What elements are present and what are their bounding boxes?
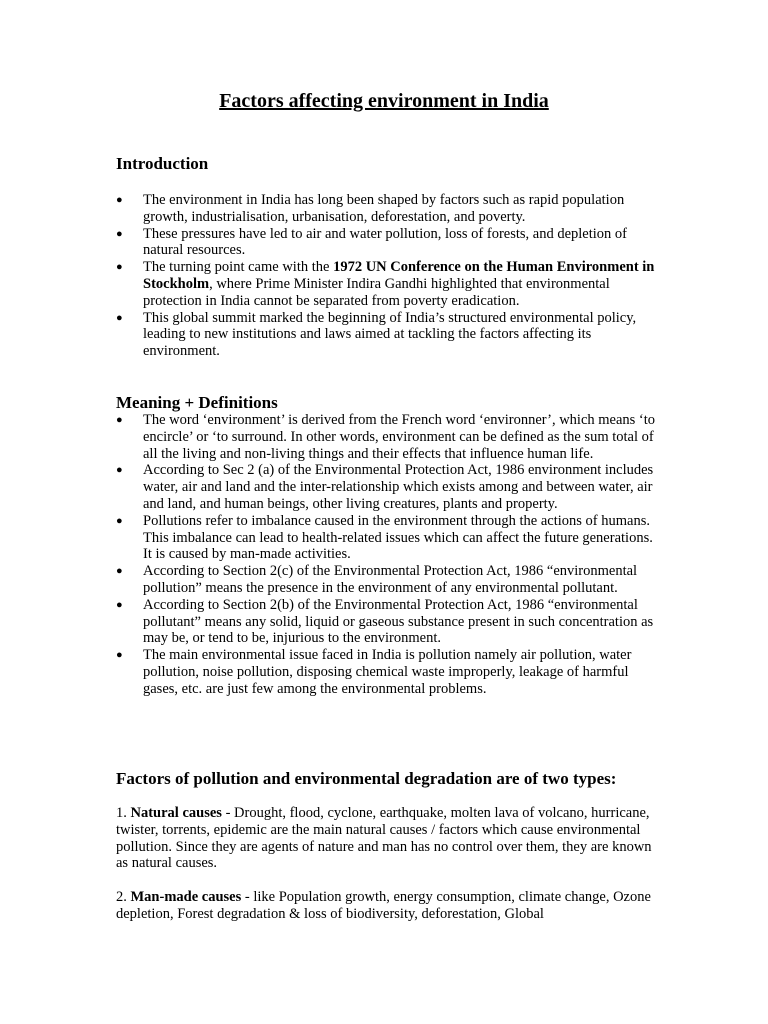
bullet-icon: ● [116, 227, 123, 240]
list-item-text: The main environmental issue faced in India is pollution namely air pollution, water pollution, noise pollution, disposing chemical waste improperly, leakage of harmful gases, etc. are just few among the environmental problems. [143, 647, 632, 697]
list-item [116, 563, 656, 597]
list-item [116, 226, 656, 260]
bullet-icon: ● [116, 311, 123, 324]
introduction-list [116, 192, 656, 360]
list-item-text: This global summit marked the beginning of India’s structured environmental policy, leading to new institutions and laws aimed at tackling the factors affecting its environment. [143, 309, 637, 360]
list-number: 1. [116, 805, 131, 821]
bullet-icon: ● [116, 464, 123, 477]
bullet-icon: ● [116, 194, 123, 206]
list-item [116, 192, 656, 226]
list-item-text-tail: , where Prime Minister Indira Gandhi highlighted that environmental protection in India cannot be separated from poverty eradication. [143, 275, 610, 309]
paragraph-text: - like Population growth, energy consumption, climate change, Ozone depletion, Forest degradation & loss of biodiversity, deforestation, Global [116, 889, 651, 922]
manmade-causes-paragraph [116, 889, 656, 923]
list-item-text: These pressures have led to air and water pollution, loss of forests, and depletion of natural resources. [143, 225, 628, 259]
list-item-text: The environment in India has long been shaped by factors such as rapid population growth, industrialisation, urbanisation, deforestation, and poverty. [143, 192, 625, 225]
list-item [116, 310, 656, 360]
bullet-icon: ● [116, 261, 123, 274]
list-item-text: According to Section 2(b) of the Environmental Protection Act, 1986 “environmental pollutant” means any solid, liquid or gaseous substance present in such concentration as may be, or tend to be, injurious to the environment. [143, 596, 654, 647]
factors-heading: Factors of pollution and environmental degradation are of two types: [116, 769, 617, 788]
paragraph-text: - Drought, flood, cyclone, earthquake, molten lava of volcano, hurricane, twister, torrents, epidemic are the main natural causes / factors which cause environmental pollution. Since they are agents of nature and man has no control over them, they are known as natural causes. [116, 805, 652, 872]
list-item [116, 259, 656, 309]
list-item [116, 513, 656, 563]
definitions-list [116, 412, 656, 698]
list-item-bold-text: 1972 UN Conference on the Human Environment in Stockholm [143, 259, 655, 292]
list-item-text: Pollutions refer to imbalance caused in the environment through the actions of humans. This imbalance can lead to health-related issues which can affect the future generations. It is caused by man-made activities. [143, 512, 653, 563]
list-item [116, 462, 656, 512]
natural-causes-label: Natural causes [130, 805, 222, 821]
list-item [116, 412, 656, 462]
meaning-heading: Meaning + Definitions [116, 393, 278, 412]
bullet-icon: ● [116, 514, 123, 527]
list-item-text: The word ‘environment’ is derived from the French word ‘environner’, which means ‘to encircle’ or ‘to surround. In other words, environment can be defined as the sum total of all the living and non-living things and their effects that influence human life. [143, 412, 656, 462]
natural-causes-paragraph [116, 805, 656, 872]
document-title: Factors affecting environment in India [219, 90, 549, 112]
bullet-icon: ● [116, 598, 123, 611]
introduction-heading: Introduction [116, 154, 209, 173]
list-item-text: According to Section 2(c) of the Environmental Protection Act, 1986 “environmental pollution” means the presence in the environment of any environmental pollutant. [143, 563, 638, 596]
list-number: 2. [116, 889, 131, 905]
bullet-icon: ● [116, 565, 123, 578]
bullet-icon: ● [116, 414, 123, 426]
bullet-icon: ● [116, 649, 123, 662]
manmade-causes-label: Man-made causes [130, 889, 242, 905]
list-item-text-lead: The turning point came with the [143, 259, 334, 276]
list-item-text: According to Sec 2 (a) of the Environmental Protection Act, 1986 environment includes water, air and land and the inter-relationship which exists among and between water, air and land, and human beings, other living creatures, plants and property. [143, 462, 654, 512]
list-item [116, 647, 656, 697]
list-item [116, 597, 656, 647]
